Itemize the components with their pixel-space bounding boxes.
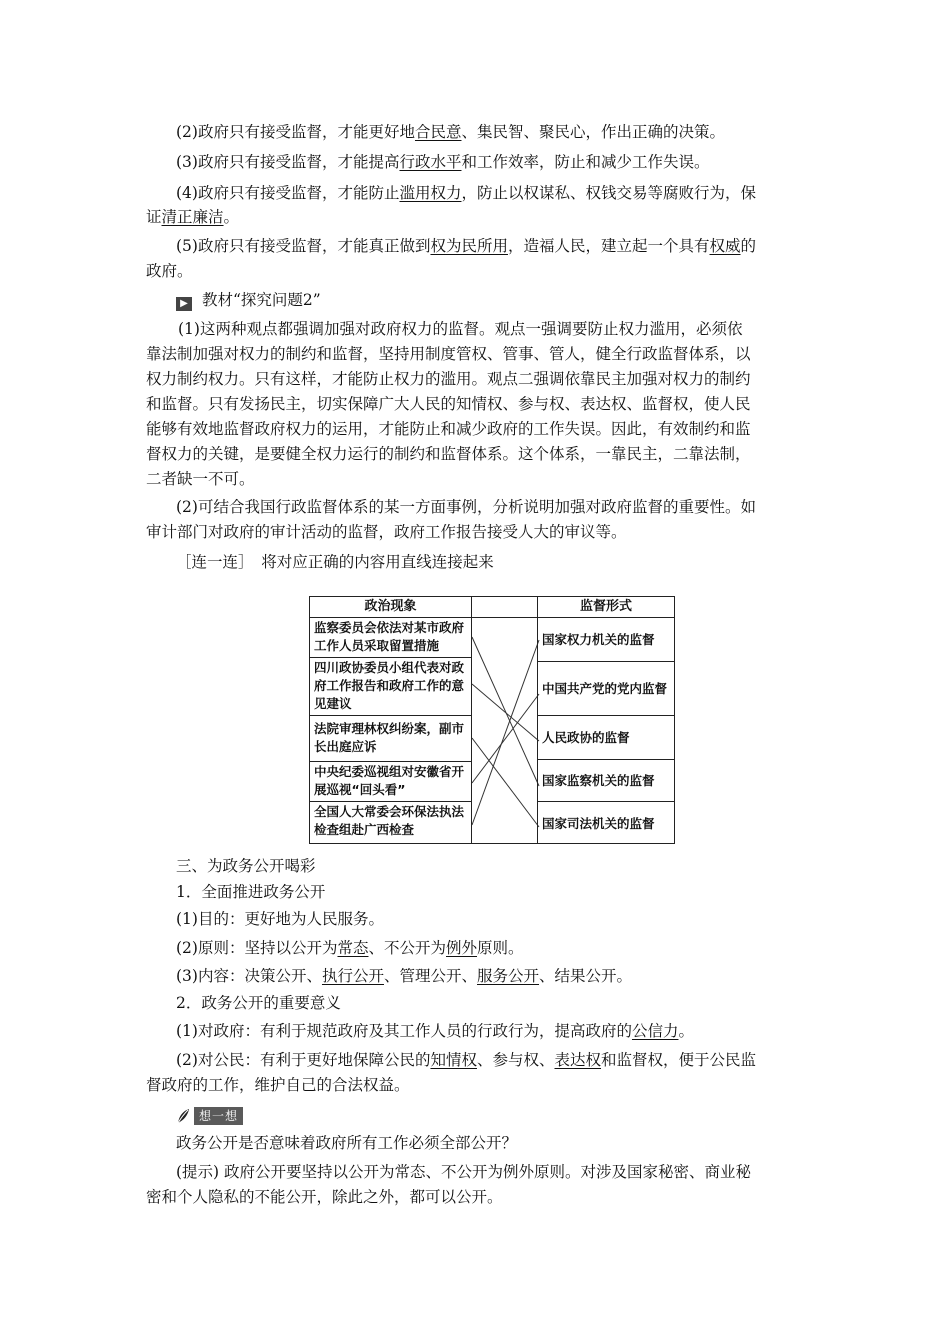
blank-answer: 执行公开 [321, 967, 384, 985]
list-item-2: (2)政府只有接受监督，才能更好地合民意、集民智、聚民心，作出正确的决策。 [176, 123, 725, 141]
connection-line [472, 694, 539, 783]
explore-para1-line: 督权力的关键，是要健全权力运行的制约和监督体系。这个体系，一靠民主，二靠法制， [146, 445, 751, 463]
explore-para1-line: (1)这两种观点都强调加强对政府权力的监督。观点一强调要防止权力滥用，必须依 [178, 320, 743, 338]
list-item-5: (5)政府只有接受监督，才能真正做到权为民所用，造福人民，建立起一个具有权威的 [176, 237, 757, 255]
explore-para1-line: 靠法制加强对权力的制约和监督，坚持用制度管权、管事、管人，健全行政监督体系，以 [146, 345, 751, 363]
left-item: 监察委员会依法对某市政府工作人员采取留置措施 [310, 618, 471, 658]
explore-para1-line: 能够有效地监督政府权力的运用，才能防止和减少政府的工作失误。因此，有效制约和监 [146, 420, 751, 438]
think-label: 想一想 [194, 1107, 243, 1125]
matching-table [309, 596, 675, 844]
connection-line [472, 637, 539, 786]
blank-answer: 表达权 [554, 1051, 602, 1069]
leaf-icon [176, 1108, 190, 1124]
connection-lines [472, 618, 539, 845]
right-item: 国家监察机关的监督 [538, 760, 674, 802]
blank-answer: 清正廉洁 [161, 208, 224, 226]
left-item: 全国人大常委会环保法执法检查组赴广西检查 [314, 804, 465, 837]
blank-answer: 权为民所用 [430, 237, 508, 255]
explore-para1-line: 和监督。只有发扬民主，切实保障广大人民的知情权、参与权、表达权、监督权，使人民 [146, 395, 751, 413]
blank-answer: 例外 [446, 939, 478, 957]
list-item-5-cont: 政府。 [146, 262, 193, 280]
blank-answer: 知情权 [430, 1051, 477, 1069]
right-item: 国家司法机关的监督 [542, 815, 655, 831]
right-header: 监督形式 [538, 597, 674, 618]
subheading: 1．全面推进政务公开 [176, 883, 326, 901]
think-question: 政务公开是否意味着政府所有工作必须全部公开？ [176, 1134, 518, 1152]
think-answer-line: 密和个人隐私的不能公开，除此之外，都可以公开。 [146, 1188, 503, 1206]
middle-header [472, 597, 539, 618]
left-column [310, 597, 472, 843]
right-column [537, 597, 674, 843]
think-answer-line: (提示) 政府公开要坚持以公开为常态、不公开为例外原则。对涉及国家秘密、商业秘 [176, 1163, 752, 1181]
citizen-line: (2)对公民：有利于更好地保障公民的知情权、参与权、表达权和监督权，便于公民监 [176, 1051, 757, 1069]
list-item-3: (3)政府只有接受监督，才能提高行政水平和工作效率，防止和减少工作失误。 [176, 153, 710, 171]
blank-answer: 公信力 [631, 1022, 679, 1040]
connect-instruction: ［连一连］ 将对应正确的内容用直线连接起来 [176, 553, 494, 571]
explore-para2-line: 审计部门对政府的审计活动的监督，政府工作报告接受人大的审议等。 [146, 523, 627, 541]
explore-para1-line: 权力制约权力。只有这样，才能防止权力的滥用。观点二强调依靠民主加强对权力的制约 [146, 370, 751, 388]
blank-answer: 服务公开 [477, 967, 540, 985]
right-item: 国家权力机关的监督 [538, 618, 674, 662]
explore-para1-line: 二者缺一不可。 [146, 470, 255, 488]
connection-line [472, 738, 539, 827]
right-item: 人民政协的监督 [538, 716, 674, 760]
explore-para2-line: (2)可结合我国行政监督体系的某一方面事例，分析说明加强对政府监督的重要性。如 [176, 498, 756, 516]
blank-answer: 常态 [337, 939, 369, 957]
think-badge [176, 1107, 243, 1125]
left-header: 政治现象 [310, 597, 471, 618]
purpose-line: (1)目的：更好地为人民服务。 [176, 910, 384, 928]
content-line: (3)内容：决策公开、执行公开、管理公开、服务公开、结果公开。 [176, 967, 633, 985]
blank-answer: 权威 [709, 237, 741, 255]
list-item-4: (4)政府只有接受监督，才能防止滥用权力，防止以权谋私、权钱交易等腐败行为，保 [176, 184, 756, 202]
list-item-4-cont: 证清正廉洁。 [146, 208, 240, 226]
section-title: 三、为政务公开喝彩 [176, 857, 316, 875]
blank-answer: 行政水平 [399, 153, 462, 171]
blank-answer: 合民意 [414, 123, 462, 141]
explore-heading: ▶ 教材“探究问题2” [176, 290, 836, 311]
blank-answer: 滥用权力 [399, 184, 462, 202]
gov-line: (1)对政府：有利于规范政府及其工作人员的行政行为，提高政府的公信力。 [176, 1022, 694, 1040]
subheading: 2．政务公开的重要意义 [176, 994, 341, 1012]
principle-line: (2)原则：坚持以公开为常态、不公开为例外原则。 [176, 939, 524, 957]
left-item: 中央纪委巡视组对安徽省开展巡视“回头看” [310, 762, 471, 802]
play-icon: ▶ [176, 297, 192, 311]
right-item: 中国共产党的党内监督 [538, 662, 674, 716]
citizen-line-cont: 督政府的工作，维护自己的合法权益。 [146, 1076, 410, 1094]
left-item: 四川政协委员小组代表对政府工作报告和政府工作的意见建议 [310, 658, 471, 716]
left-item: 法院审理林权纠纷案，副市长出庭应诉 [310, 716, 471, 762]
